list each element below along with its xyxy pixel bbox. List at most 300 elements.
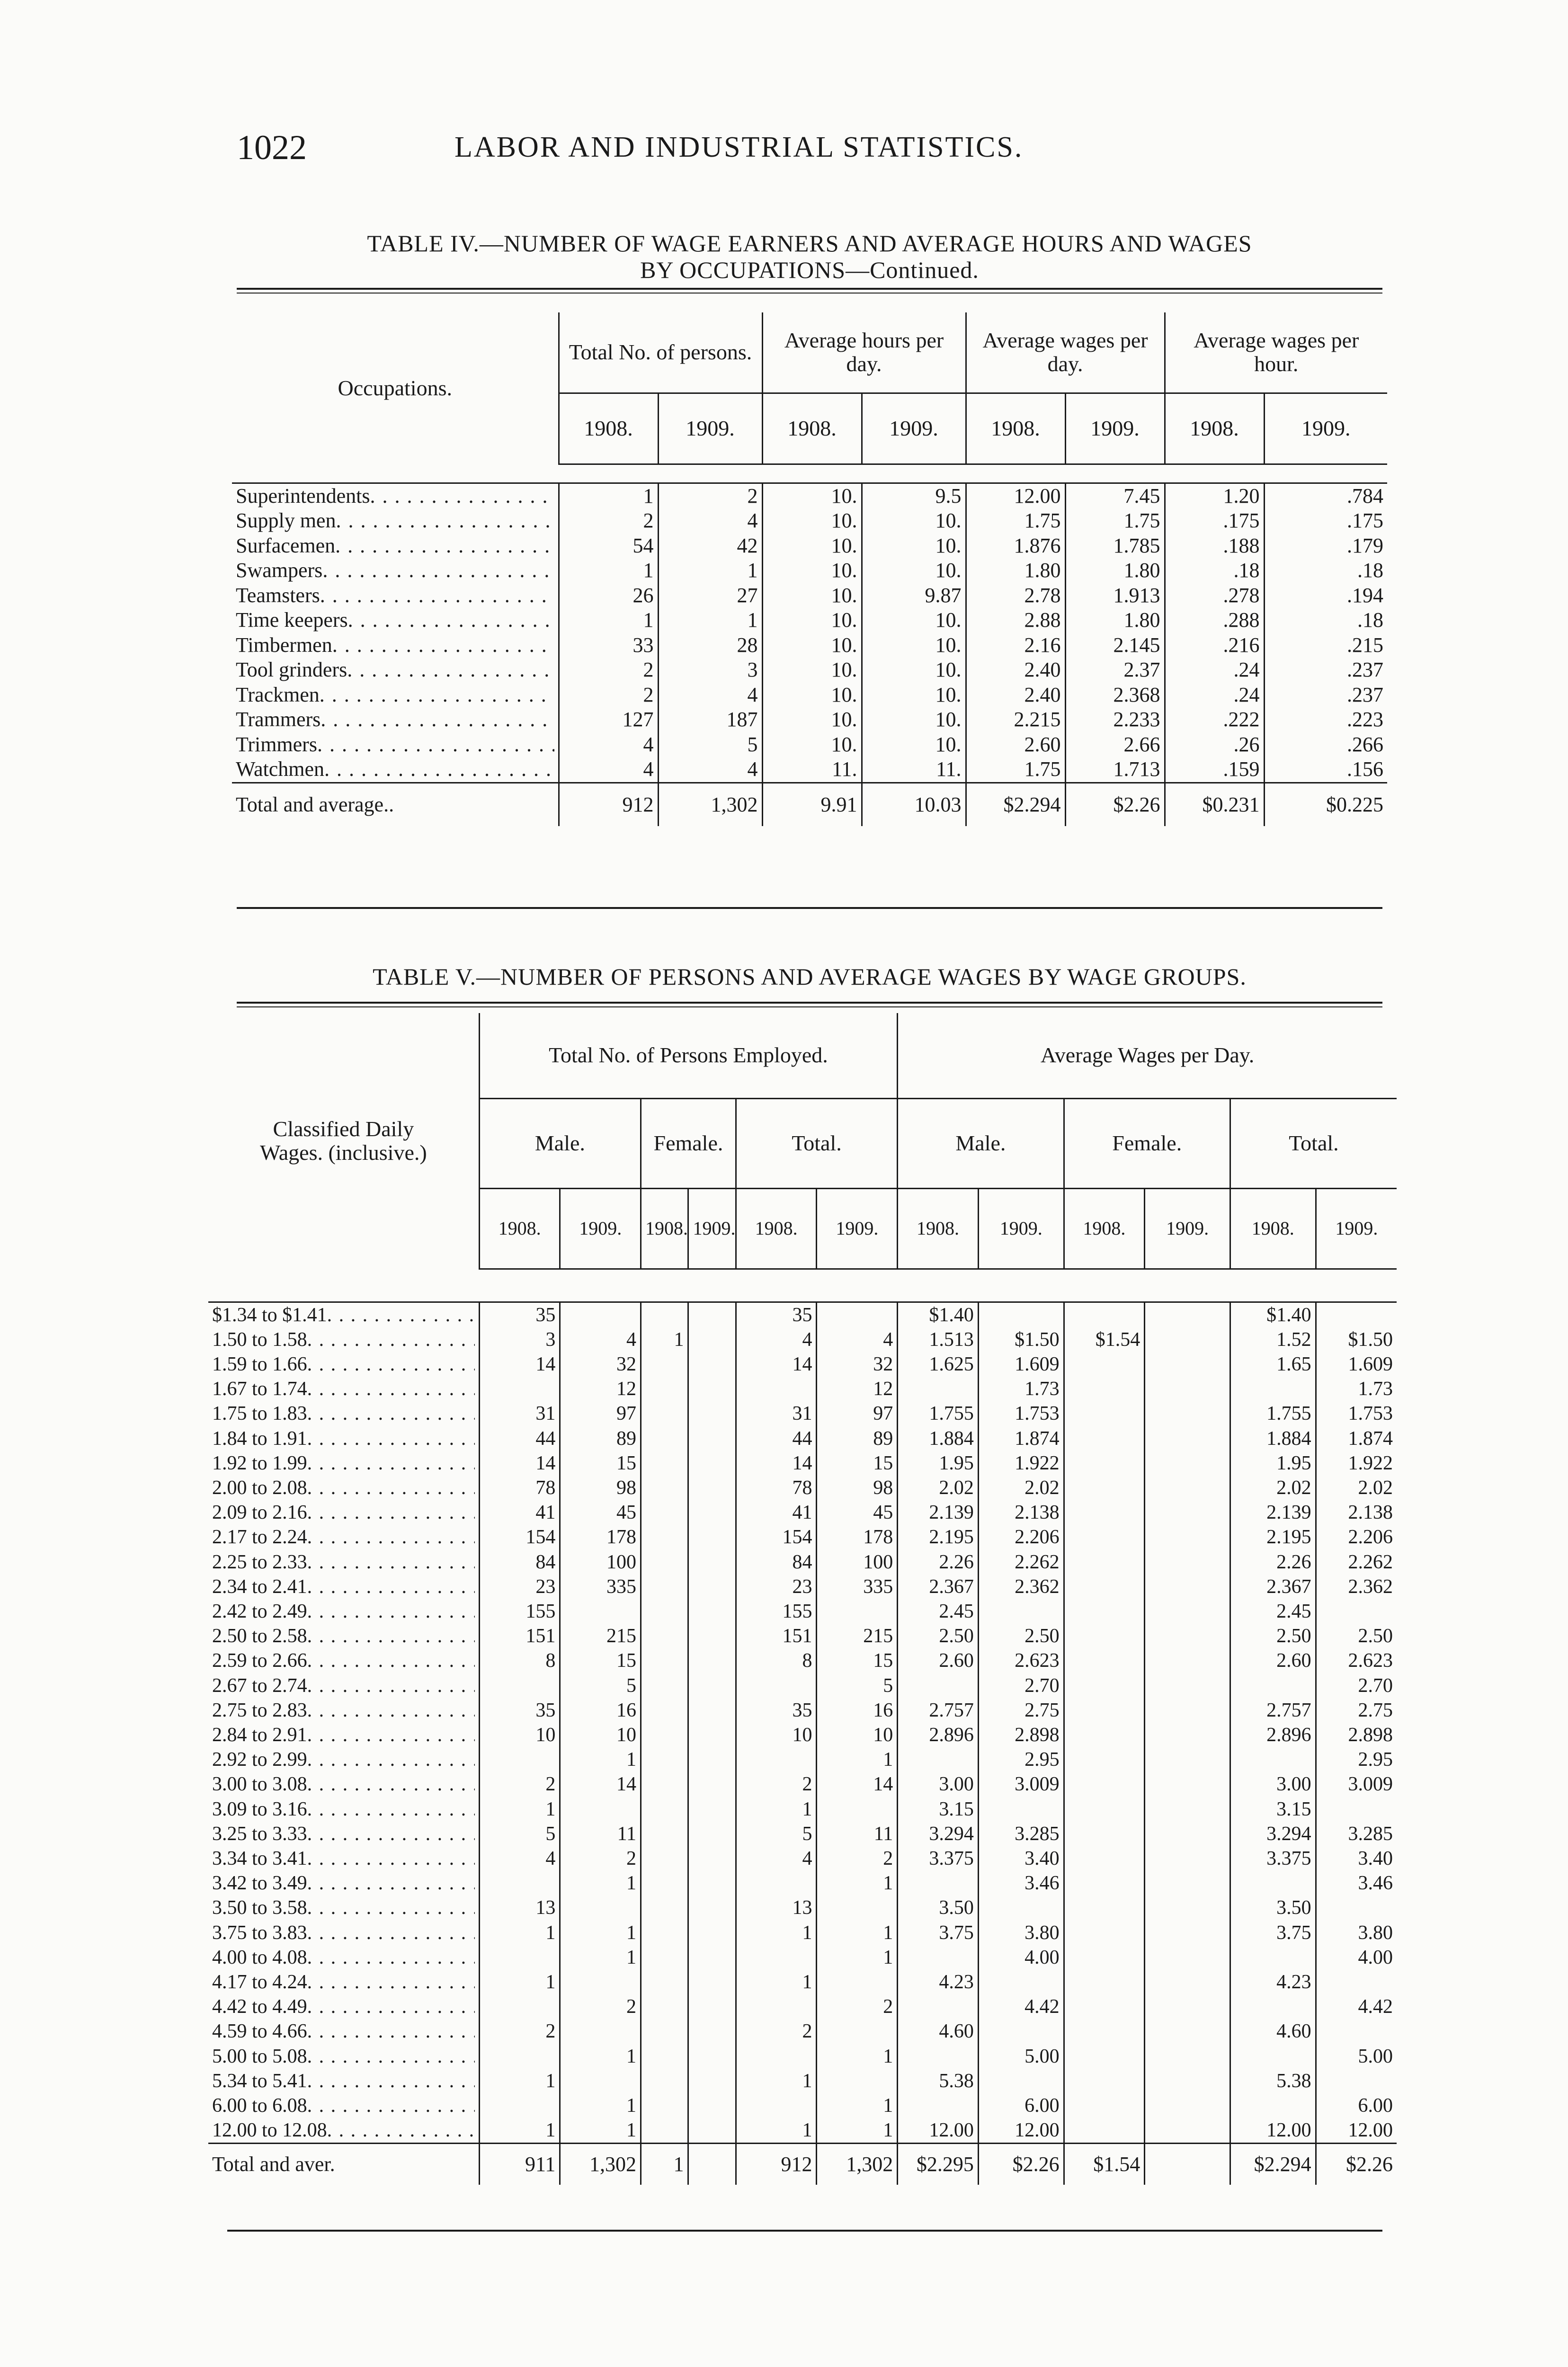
page-header [237,128,1420,175]
table5-cell [1145,1895,1230,1920]
table5-row [208,1352,1397,1377]
table4-cell: 2.66 [1065,732,1165,757]
table4-cell: 2.88 [966,608,1065,633]
table5-cell [898,1994,979,2019]
table4-total-cell: 1,302 [658,783,762,826]
table5-wage-range-label: 2.92 to 2.99 [212,1749,307,1771]
table5-cell: 10 [736,1723,817,1747]
table5-wage-range-label: 6.00 to 6.08 [212,2095,307,2117]
table5-cell [1230,1673,1316,1698]
table5-cell: 2.02 [898,1476,979,1500]
table4-cell: .216 [1165,633,1264,658]
table4-row [232,534,1387,559]
table5-wage-range [208,1550,479,1575]
table5-cell [1064,1698,1145,1723]
table5-cell: 1.755 [1230,1401,1316,1426]
table5-cell: 2.139 [1230,1500,1316,1525]
table5-cell: 3.375 [898,1846,979,1871]
table4-occupation-label: Teamsters [236,583,320,607]
table5-cell [688,1673,736,1698]
table5-cell: 8 [479,1648,560,1673]
table4-cell: .18 [1264,558,1387,583]
table5-cell [641,1476,688,1500]
table5-cell: 3.40 [978,1846,1064,1871]
table5-cell: 1 [560,1747,641,1772]
table5-total-cell: $2.26 [1316,2144,1397,2185]
table5-wage-range-label: 4.17 to 4.24 [212,1971,307,1993]
table5-cell [641,2044,688,2069]
table5-cell: 31 [736,1401,817,1426]
table5-cell: 2.896 [898,1723,979,1747]
table4-cell: 4 [559,757,658,783]
table5-cell [1145,1302,1230,1327]
table4-cell: 2.40 [966,658,1065,683]
table5-cell [1145,2069,1230,2093]
table5-cell [1064,1772,1145,1797]
table5-cell: 5.38 [898,2069,979,2093]
table4-cell: 10. [862,683,966,708]
table4-header-occupations: Occupations. [338,376,452,400]
table5-cell: 2 [479,2019,560,2044]
table5-cell: 2.139 [898,1500,979,1525]
table5-cell: 1 [479,2069,560,2093]
table5-cell: 4 [736,1327,817,1352]
table5-cell: 1.73 [978,1377,1064,1401]
table5-wage-range [208,1846,479,1871]
table5-cell [1145,1994,1230,2019]
table5-cell [1316,1599,1397,1624]
table4-cell: 3 [658,658,762,683]
table5-cell [560,1970,641,1994]
table5-cell [688,2069,736,2093]
table5-cell: 3.15 [1230,1797,1316,1822]
table5-cell: 151 [736,1624,817,1648]
table4-occupation [232,583,559,608]
table5-cell: 1 [560,1871,641,1895]
table5-row [208,1599,1397,1624]
table5-cell: 3.285 [1316,1822,1397,1846]
table5-wage-range-label: 1.75 to 1.83 [212,1403,307,1425]
table4-year: 1908. [1165,393,1264,464]
table5-row [208,1797,1397,1822]
table5-cell: 335 [560,1575,641,1599]
table4-occupation-label: Surfacemen [236,534,336,557]
table5-cell: $1.54 [1064,1327,1145,1352]
table5-wage-range [208,1945,479,1970]
table4-total-cell: 912 [559,783,658,826]
table5-cell [1064,1871,1145,1895]
table5-cell: 5.38 [1230,2069,1316,2093]
table5-wage-range-label: $1.34 to $1.41 [212,1304,327,1326]
table5-cell [641,1599,688,1624]
table5-total-cell: 1,302 [817,2144,898,2185]
table5-cell [817,1302,898,1327]
table4-group-persons: Total No. of persons. [559,312,762,393]
table5-cell [688,2019,736,2044]
table5-cell [479,1945,560,1970]
table5-cell: 3.75 [1230,1921,1316,1945]
table5-total-cell [1145,2144,1230,2185]
table5-cell: 3.009 [1316,1772,1397,1797]
table5-cell [688,1327,736,1352]
table5-cell [641,1401,688,1426]
table5-row [208,1377,1397,1401]
table5-cell: 3.294 [1230,1822,1316,1846]
table5-wage-range-label: 2.50 to 2.58 [212,1625,307,1647]
table5-cell: 89 [817,1426,898,1451]
table5-group-persons: Total No. of Persons Employed. [479,1013,897,1098]
table4-year: 1908. [559,393,658,464]
table5-cell [978,1599,1064,1624]
table5-cell [688,1994,736,2019]
table4-occupation [232,707,559,732]
table5-cell [978,2019,1064,2044]
table5-cell [641,1525,688,1549]
table5-cell: 1 [736,2118,817,2144]
table4-occupation-label: Trimmers [236,732,317,756]
table5-cell: 1 [736,1921,817,1945]
table5-cell: 1 [560,1921,641,1945]
table5-cell: 2.02 [978,1476,1064,1500]
table4-cell: 2 [559,508,658,534]
table5-cell: 5.00 [978,2044,1064,2069]
table5-wage-range [208,1822,479,1846]
table5-cell [688,1895,736,1920]
table5-cell [688,1302,736,1327]
table5-cell: 2.45 [1230,1599,1316,1624]
table5-cell: 11 [560,1822,641,1846]
table5-cell [1064,1648,1145,1673]
table5-cell [1316,1302,1397,1327]
table5-cell: 98 [560,1476,641,1500]
table5-cell [688,1352,736,1377]
table5-cell [1064,1302,1145,1327]
table5-cell: 45 [817,1500,898,1525]
table5-cell: 11 [817,1822,898,1846]
table5-cell: 84 [479,1550,560,1575]
table5-cell: 32 [817,1352,898,1377]
table5-cell: 1 [817,1747,898,1772]
table5-wage-range-label: 4.42 to 4.49 [212,1996,307,2018]
table5-wage-range-label: 1.84 to 1.91 [212,1427,307,1450]
table5-wage-range-label: 5.00 to 5.08 [212,2045,307,2067]
table5-cell: 2.60 [898,1648,979,1673]
table5-cell [1064,1994,1145,2019]
table5-cell: 16 [560,1698,641,1723]
table5-cell: 154 [479,1525,560,1549]
table5-year: 1908. [898,1188,979,1269]
table5-cell [641,1377,688,1401]
table5-cell [560,2019,641,2044]
table5-cell [1064,1747,1145,1772]
table5-wage-range-label: 2.59 to 2.66 [212,1650,307,1672]
table5-cell: 12.00 [898,2118,979,2144]
table5-cell: 2.50 [978,1624,1064,1648]
table5-top-rule-2 [237,1006,1382,1007]
table5-cell [898,1945,979,1970]
table5-cell: 215 [817,1624,898,1648]
table4-occupation [232,757,559,783]
table5-cell [688,1822,736,1846]
table5-cell: 3.50 [1230,1895,1316,1920]
table4-occupation [232,732,559,757]
table4-cell: 1 [559,558,658,583]
table4-row [232,658,1387,683]
table5-cell: 2.50 [898,1624,979,1648]
table5-wage-range [208,1747,479,1772]
table5-cell [1064,1895,1145,1920]
table5-cell: 1 [817,2118,898,2144]
table5-cell [898,1871,979,1895]
table5-cell: 155 [479,1599,560,1624]
table5-cell: 1.73 [1316,1377,1397,1401]
table5-cell: 4 [817,1327,898,1352]
table4-cell: 1.20 [1165,483,1264,508]
table4-cell: 10. [762,534,862,559]
table5-cell [641,2019,688,2044]
table5-cell [1230,2044,1316,2069]
table5-cell [1145,1871,1230,1895]
table5-cell: 2.757 [898,1698,979,1723]
table5-cell: 2.70 [978,1673,1064,1698]
table5-cell [1230,1377,1316,1401]
table5-wage-range-label: 4.00 to 4.08 [212,1946,307,1968]
table5-cell [1145,2044,1230,2069]
running-head: LABOR AND INDUSTRIAL STATISTICS. [454,131,1024,163]
table5-cell: 1.65 [1230,1352,1316,1377]
table5-cell: 4 [479,1846,560,1871]
table5-cell: 5 [479,1822,560,1846]
table5-cell [817,1599,898,1624]
table5-cell [817,1895,898,1920]
table4-cell: .222 [1165,707,1264,732]
table5-cell: 5.00 [1316,2044,1397,2069]
table5-year: 1908. [641,1188,688,1269]
table5-cell: 5 [736,1822,817,1846]
table4-cell: 2.233 [1065,707,1165,732]
table5-cell [1230,1994,1316,2019]
table5-cell [560,1599,641,1624]
table4-cell: .179 [1264,534,1387,559]
table5-cell: 2.262 [978,1550,1064,1575]
table4-cell: .194 [1264,583,1387,608]
table5-cell: 78 [736,1476,817,1500]
table5-cell [688,1846,736,1871]
table5-cell [688,1401,736,1426]
table4-cell: 2.16 [966,633,1065,658]
table4-cell: 10. [862,508,966,534]
table5-year: 1908. [479,1188,560,1269]
table5-cell: 2.623 [1316,1648,1397,1673]
table5-cell: 2.70 [1316,1673,1397,1698]
table5-wage-range-label: 2.00 to 2.08 [212,1477,307,1499]
table5-cell: 1 [817,1921,898,1945]
table5-cell: 178 [560,1525,641,1549]
table5-cell: 1 [736,2069,817,2093]
table4-year: 1909. [658,393,762,464]
table4-occupation [232,608,559,633]
table5-cell: 1 [560,1945,641,1970]
table4-cell: 2.368 [1065,683,1165,708]
table5-wage-range-label: 1.59 to 1.66 [212,1353,307,1375]
table4-cell: 1.713 [1065,757,1165,783]
table5-cell [688,1476,736,1500]
table4-occupation [232,558,559,583]
table5-cell [1145,1747,1230,1772]
table4-cell: 10. [862,608,966,633]
table5-cell [641,1550,688,1575]
table5-cell: 1 [479,1797,560,1822]
table5-cell: 14 [479,1352,560,1377]
table5-wage-range [208,1648,479,1673]
table5-cell [479,1994,560,2019]
table4-occupation [232,683,559,708]
table5-row [208,1822,1397,1846]
table5-cell [641,1426,688,1451]
table4-cell: 1.75 [966,508,1065,534]
table5-row [208,1401,1397,1426]
table5-cell: 2.367 [898,1575,979,1599]
table5-wage-range [208,1575,479,1599]
table5-wage-range-label: 2.67 to 2.74 [212,1674,307,1697]
table5-cell: 32 [560,1352,641,1377]
table4-total-row [232,783,1387,826]
table5-cell: 155 [736,1599,817,1624]
table4-occupation-label: Trammers [236,708,321,731]
table5-cell [1145,1772,1230,1797]
table5-cell [1064,2044,1145,2069]
table5-cell [641,1575,688,1599]
table5-cell: 10 [479,1723,560,1747]
table5-cell [641,1723,688,1747]
table4-cell: 10. [862,633,966,658]
table5-wage-range [208,1797,479,1822]
table4-cell: 2 [658,483,762,508]
table5-cell: 4 [736,1846,817,1871]
table4-cell: .24 [1165,683,1264,708]
table5-row [208,1698,1397,1723]
table5-cell [688,2118,736,2144]
table5-cell [898,1673,979,1698]
table5-cell: 14 [560,1772,641,1797]
table5-cell [688,1945,736,1970]
table5-cell [736,2044,817,2069]
table5-year: 1909. [817,1188,898,1269]
table5-cell: 14 [736,1451,817,1476]
table4-cell: .784 [1264,483,1387,508]
table5-cell [1145,1352,1230,1377]
table5-cell: 2.896 [1230,1723,1316,1747]
table5-wage-range-label: 2.84 to 2.91 [212,1724,307,1746]
table5-cell [641,2118,688,2144]
table5-wage-range [208,1327,479,1352]
table5-cell: 151 [479,1624,560,1648]
table4-cell: 12.00 [966,483,1065,508]
table5-cell: 12.00 [978,2118,1064,2144]
table5-cell [688,1747,736,1772]
table5-cell [1064,1599,1145,1624]
table4-cell: .159 [1165,757,1264,783]
table5-group-wages: Average Wages per Day. [898,1013,1397,1098]
table5-cell [1064,1846,1145,1871]
table4-cell: .175 [1264,508,1387,534]
table4-occupation-label: Swampers [236,559,323,582]
table5-cell [978,2069,1064,2093]
table5-wage-range-label: 5.34 to 5.41 [212,2070,307,2092]
table5-cell: 2.50 [1316,1624,1397,1648]
table4-cell: 10. [862,732,966,757]
table5-total-cell [688,2144,736,2185]
table5-cell [1145,1550,1230,1575]
table5-year: 1908. [1064,1188,1145,1269]
table5-cell [736,1945,817,1970]
table5-cell [641,1822,688,1846]
table5-cell: 35 [479,1698,560,1723]
table5-cell [479,1747,560,1772]
table4-row [232,483,1387,508]
table5-wage-range [208,2093,479,2118]
table5-total-cell: $2.26 [978,2144,1064,2185]
table5-cell: 2 [736,1772,817,1797]
table5-cell [1230,2093,1316,2118]
table5-cell: 2.02 [1316,1476,1397,1500]
table5-cell: 1.95 [1230,1451,1316,1476]
table5-cell: 97 [560,1401,641,1426]
table5-cell [1145,2093,1230,2118]
table4-cell: 27 [658,583,762,608]
table5-wage-range [208,2069,479,2093]
table5-cell: 12 [560,1377,641,1401]
table5-cell [898,2093,979,2118]
table5-cell: 4.23 [1230,1970,1316,1994]
table5-cell [560,1797,641,1822]
table5-cell [1064,1970,1145,1994]
table5-cell [736,1377,817,1401]
table4-row [232,757,1387,783]
table4-total-cell: 9.91 [762,783,862,826]
table5-cell [736,1747,817,1772]
table5-wage-range [208,1921,479,1945]
table5-title: TABLE V.—NUMBER OF PERSONS AND AVERAGE WAGES BY WAGE GROUPS. [373,963,1247,990]
table5-wage-range-label: 3.00 to 3.08 [212,1773,307,1796]
table5-cell: 3.46 [978,1871,1064,1895]
table5-cell: 8 [736,1648,817,1673]
table5-wage-range [208,1525,479,1549]
table4-cell: 2.37 [1065,658,1165,683]
table4-cell: 5 [658,732,762,757]
table4-cell: 9.87 [862,583,966,608]
table5-cell: 1 [560,2118,641,2144]
table4-cell: 4 [658,508,762,534]
table5-cell: $1.50 [978,1327,1064,1352]
table5-cell [978,1302,1064,1327]
table5-cell [817,2069,898,2093]
table5-wage-range-label: 3.25 to 3.33 [212,1823,307,1845]
table5-cell: 35 [736,1302,817,1327]
table4-cell: 1.80 [966,558,1065,583]
table5-cell: 89 [560,1426,641,1451]
table5-cell [1316,1797,1397,1822]
table4-title [237,230,1382,283]
table5-wage-range-label: 2.25 to 2.33 [212,1551,307,1573]
table5-sub-wage-female: Female. [1064,1098,1230,1188]
table5-cell: 1.874 [1316,1426,1397,1451]
table5-cell [1064,1921,1145,1945]
table4-cell: 127 [559,707,658,732]
table5-cell: 15 [817,1648,898,1673]
table5-cell: 44 [736,1426,817,1451]
table5-cell: 1 [479,1921,560,1945]
